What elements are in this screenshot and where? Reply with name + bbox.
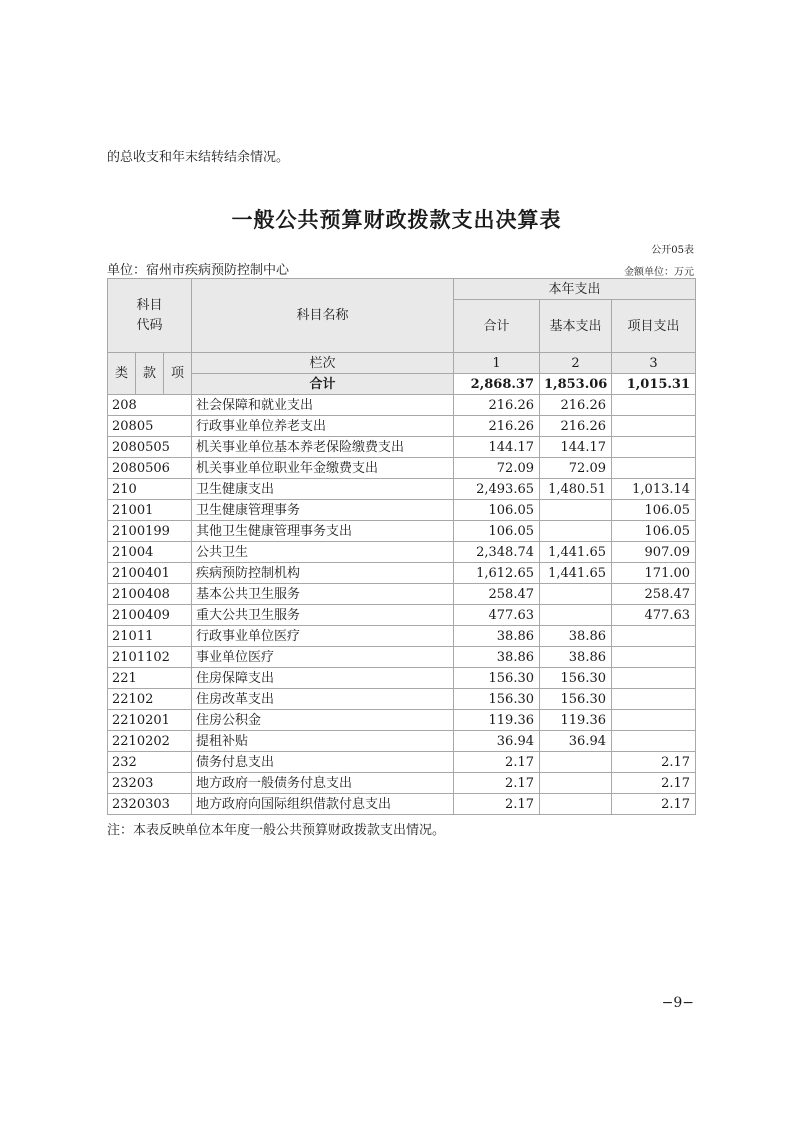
header-row-1 — [108, 279, 696, 300]
row-total: 156.30 — [454, 689, 540, 710]
row-code: 2320303 — [108, 794, 192, 815]
row-name: 其他卫生健康管理事务支出 — [192, 521, 454, 542]
row-code: 21011 — [108, 626, 192, 647]
row-basic: 38.86 — [540, 647, 612, 668]
row-name: 公共卫生 — [192, 542, 454, 563]
row-name: 卫生健康管理事务 — [192, 500, 454, 521]
total-row-label: 合计 — [192, 374, 454, 395]
row-total: 1,612.65 — [454, 563, 540, 584]
table-row — [108, 689, 696, 710]
row-total: 2.17 — [454, 794, 540, 815]
row-name: 机关事业单位职业年金缴费支出 — [192, 458, 454, 479]
row-code: 2100409 — [108, 605, 192, 626]
row-code: 22102 — [108, 689, 192, 710]
row-name: 住房改革支出 — [192, 689, 454, 710]
row-basic: 119.36 — [540, 710, 612, 731]
col2-number: 2 — [540, 353, 612, 374]
row-code: 2100408 — [108, 584, 192, 605]
row-name: 地方政府向国际组织借款付息支出 — [192, 794, 454, 815]
table-row — [108, 521, 696, 542]
code-header-line1: 科目 — [136, 297, 163, 313]
row-code: 221 — [108, 668, 192, 689]
column-number-row — [108, 353, 696, 374]
table-row — [108, 416, 696, 437]
row-basic — [540, 752, 612, 773]
row-basic: 216.26 — [540, 416, 612, 437]
name-header: 科目名称 — [192, 279, 454, 353]
col3-number: 3 — [612, 353, 696, 374]
row-name: 社会保障和就业支出 — [192, 395, 454, 416]
row-project — [612, 689, 696, 710]
total-row-total: 2,868.37 — [454, 374, 540, 395]
row-code: 2100401 — [108, 563, 192, 584]
table-row — [108, 626, 696, 647]
row-project: 907.09 — [612, 542, 696, 563]
row-code: 20805 — [108, 416, 192, 437]
lei-header: 类 — [108, 353, 136, 395]
row-basic — [540, 794, 612, 815]
row-project: 477.63 — [612, 605, 696, 626]
row-basic — [540, 605, 612, 626]
row-total: 2,493.65 — [454, 479, 540, 500]
row-code: 210 — [108, 479, 192, 500]
row-name: 行政事业单位养老支出 — [192, 416, 454, 437]
basic-header: 基本支出 — [540, 300, 612, 353]
table-row — [108, 731, 696, 752]
row-project — [612, 416, 696, 437]
row-code: 2210201 — [108, 710, 192, 731]
row-basic — [540, 584, 612, 605]
table-row — [108, 584, 696, 605]
table-row — [108, 542, 696, 563]
unit-label: 单位：宿州市疾病预防控制中心 — [107, 263, 290, 278]
page-number: −9− — [661, 995, 694, 1011]
row-project — [612, 458, 696, 479]
row-project — [612, 395, 696, 416]
row-total: 156.30 — [454, 668, 540, 689]
row-total: 216.26 — [454, 395, 540, 416]
code-header — [108, 279, 192, 353]
col1-number: 1 — [454, 353, 540, 374]
row-total: 258.47 — [454, 584, 540, 605]
row-name: 疾病预防控制机构 — [192, 563, 454, 584]
table-row — [108, 752, 696, 773]
row-name: 住房保障支出 — [192, 668, 454, 689]
row-project — [612, 710, 696, 731]
row-name: 机关事业单位基本养老保险缴费支出 — [192, 437, 454, 458]
row-project — [612, 668, 696, 689]
row-code: 2101102 — [108, 647, 192, 668]
row-total: 216.26 — [454, 416, 540, 437]
row-basic: 72.09 — [540, 458, 612, 479]
row-project: 1,013.14 — [612, 479, 696, 500]
xiang-header: 项 — [164, 353, 192, 395]
row-project: 171.00 — [612, 563, 696, 584]
row-total: 106.05 — [454, 500, 540, 521]
table-note: 注：本表反映单位本年度一般公共预算财政拨款支出情况。 — [107, 823, 446, 838]
row-project: 106.05 — [612, 521, 696, 542]
row-project — [612, 626, 696, 647]
row-basic: 156.30 — [540, 689, 612, 710]
row-project: 106.05 — [612, 500, 696, 521]
row-code: 21001 — [108, 500, 192, 521]
row-name: 地方政府一般债务付息支出 — [192, 773, 454, 794]
code-header-line2: 代码 — [136, 317, 163, 333]
table-row — [108, 458, 696, 479]
row-code: 208 — [108, 395, 192, 416]
row-total: 2.17 — [454, 752, 540, 773]
table-row — [108, 563, 696, 584]
row-basic: 38.86 — [540, 626, 612, 647]
total-header: 合计 — [454, 300, 540, 353]
row-project — [612, 437, 696, 458]
row-basic — [540, 500, 612, 521]
table-row — [108, 437, 696, 458]
row-project — [612, 731, 696, 752]
table-row — [108, 605, 696, 626]
row-total: 119.36 — [454, 710, 540, 731]
row-code: 21004 — [108, 542, 192, 563]
row-total: 144.17 — [454, 437, 540, 458]
row-basic: 144.17 — [540, 437, 612, 458]
table-row — [108, 773, 696, 794]
table-row — [108, 668, 696, 689]
row-project: 2.17 — [612, 794, 696, 815]
intro-text: 的总收支和年末结转结余情况。 — [107, 150, 290, 165]
row-code: 2080505 — [108, 437, 192, 458]
project-header: 项目支出 — [612, 300, 696, 353]
row-name: 行政事业单位医疗 — [192, 626, 454, 647]
row-basic: 156.30 — [540, 668, 612, 689]
year-expense-header: 本年支出 — [454, 279, 696, 300]
table-row — [108, 710, 696, 731]
page-title: 一般公共预算财政拨款支出决算表 — [231, 208, 562, 232]
row-project — [612, 647, 696, 668]
row-total: 38.86 — [454, 647, 540, 668]
row-name: 提租补贴 — [192, 731, 454, 752]
table-row — [108, 647, 696, 668]
form-number: 公开05表 — [651, 245, 694, 256]
total-row-basic: 1,853.06 — [540, 374, 612, 395]
row-project: 2.17 — [612, 752, 696, 773]
amount-unit-label: 金额单位：万元 — [624, 267, 694, 278]
row-basic: 1,441.65 — [540, 542, 612, 563]
budget-table — [107, 278, 696, 815]
row-total: 72.09 — [454, 458, 540, 479]
table-row — [108, 395, 696, 416]
row-total: 106.05 — [454, 521, 540, 542]
row-total: 477.63 — [454, 605, 540, 626]
row-project: 2.17 — [612, 773, 696, 794]
table-row — [108, 479, 696, 500]
total-row-project: 1,015.31 — [612, 374, 696, 395]
row-name: 债务付息支出 — [192, 752, 454, 773]
row-code: 2100199 — [108, 521, 192, 542]
row-basic: 1,480.51 — [540, 479, 612, 500]
total-row — [108, 374, 696, 395]
row-name: 基本公共卫生服务 — [192, 584, 454, 605]
row-project: 258.47 — [612, 584, 696, 605]
row-total: 2,348.74 — [454, 542, 540, 563]
row-basic: 1,441.65 — [540, 563, 612, 584]
row-name: 事业单位医疗 — [192, 647, 454, 668]
row-code: 2210202 — [108, 731, 192, 752]
row-total: 2.17 — [454, 773, 540, 794]
column-number-label: 栏次 — [192, 353, 454, 374]
row-name: 卫生健康支出 — [192, 479, 454, 500]
row-total: 36.94 — [454, 731, 540, 752]
table-row — [108, 500, 696, 521]
table-row — [108, 794, 696, 815]
row-basic — [540, 521, 612, 542]
row-basic — [540, 773, 612, 794]
row-code: 232 — [108, 752, 192, 773]
row-code: 23203 — [108, 773, 192, 794]
row-basic: 36.94 — [540, 731, 612, 752]
row-name: 住房公积金 — [192, 710, 454, 731]
kuan-header: 款 — [136, 353, 164, 395]
row-code: 2080506 — [108, 458, 192, 479]
row-basic: 216.26 — [540, 395, 612, 416]
row-name: 重大公共卫生服务 — [192, 605, 454, 626]
row-total: 38.86 — [454, 626, 540, 647]
